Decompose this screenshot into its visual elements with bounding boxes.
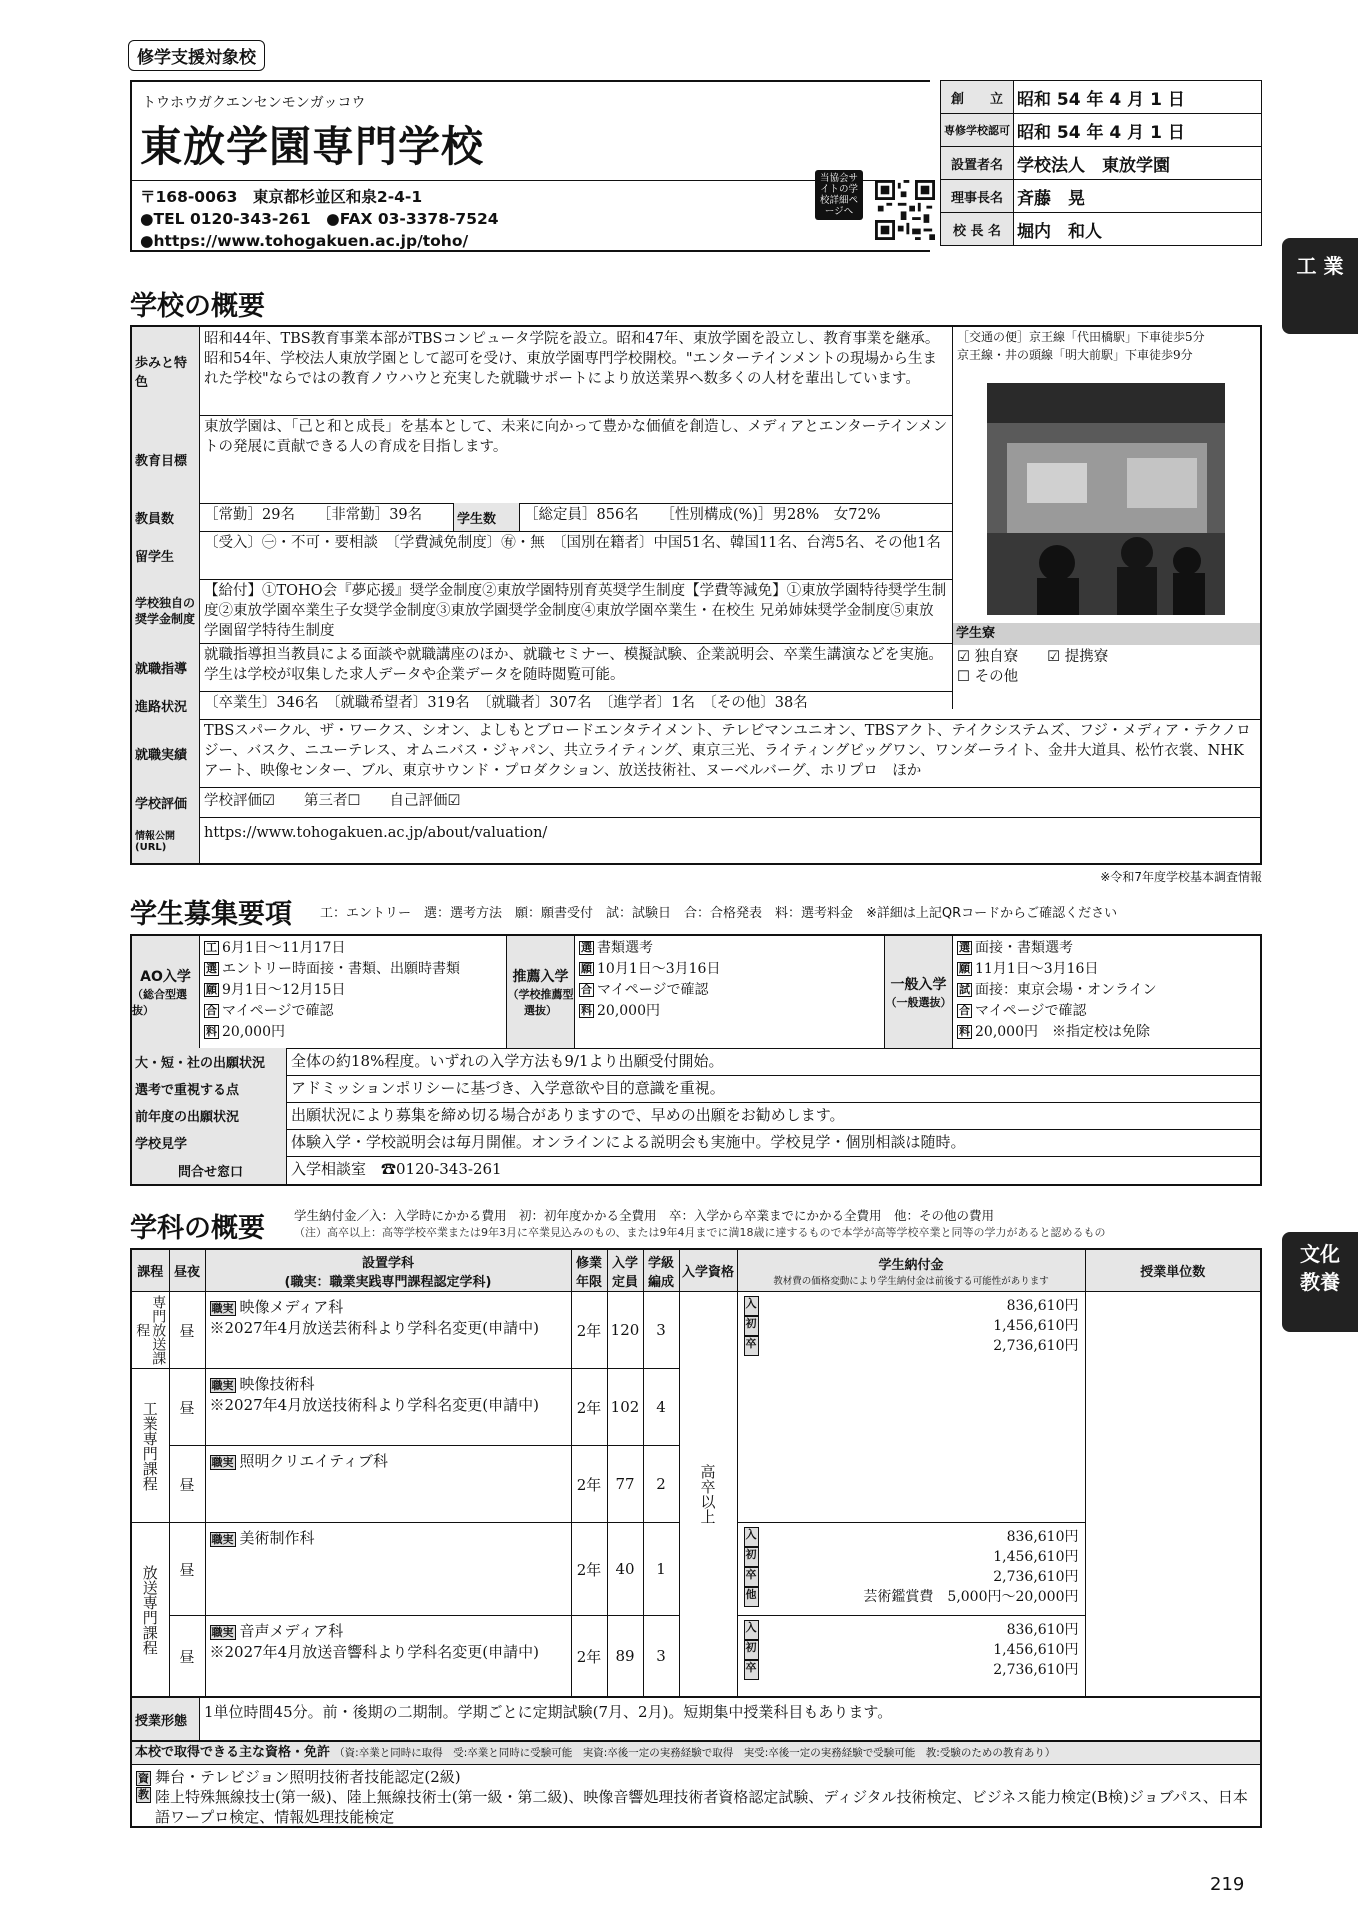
fee-cell-1: 入 836,610円 初 1,456,610円 卒 2,736,610円: [737, 1292, 1085, 1523]
header-capacity: 入学定員: [607, 1249, 643, 1292]
dept-name: 映像技術科: [239, 1375, 315, 1394]
info-value: 学校法人 東放学園: [1014, 147, 1262, 180]
dept-note: ※2027年4月放送芸術科より学科名変更(申請中): [209, 1319, 539, 1338]
ao-details: [200, 936, 507, 1048]
dept-cell: 職実 音声メディア科 ※2027年4月放送音響科より学科名変更(申請中): [205, 1616, 571, 1697]
staff-text: ［常勤］29名 ［非常勤］39名: [200, 503, 454, 531]
sui-label-cell: [507, 936, 575, 1048]
employ-text: TBSスパークル、ザ・ワークス、シオン、よしもとブロードエンタテイメント、テレビマンユニオン、TBSアクト、テイクシステムズ、フジ・メディア・テクノロジー、バスク、ニユーテレス、オムニバス・ジャパン、共立ライティング、東京三光、ライティングビッグワン、ワンダーライト、金井大道具、松竹衣裳、NHKアート、映像センター、ブル、東京サウンド・プロダクション、放送技術社、ヌーベルバーグ、ホリプロ ほか: [204, 723, 1251, 779]
info-value: 斉藤 晃: [1014, 180, 1262, 213]
header-fee: 学生納付金 教材費の価格変動により学生納付金は前後する可能性があります: [737, 1249, 1085, 1292]
path-row: [132, 691, 1260, 720]
dept-name: 映像メディア科: [239, 1298, 344, 1317]
tab-kogyo[interactable]: 工 業: [1282, 238, 1358, 334]
dept-note: ※2027年4月放送音響科より学科名変更(申請中): [209, 1643, 539, 1662]
gen-item: 合 マイページで確認: [959, 1003, 1087, 1019]
lesson-form-row: [130, 1698, 1262, 1740]
info-row: [941, 114, 1262, 147]
campus-photo: [987, 383, 1225, 615]
qr-code-icon[interactable]: [875, 180, 935, 240]
goal-label: 教育目標: [132, 415, 200, 503]
eval-text: 学校評価☑ 第三者☐ 自己評価☑: [204, 793, 461, 809]
school-header: [130, 80, 930, 252]
gen-details: [953, 936, 1260, 1048]
students-text: ［総定員］856名 ［性別構成(%)］男28% 女72%: [524, 507, 881, 523]
website-link[interactable]: ●https://www.tohogakuen.ac.jp/toho/: [140, 232, 469, 250]
intl-row: [132, 531, 952, 580]
course-row: 放送専門課程 昼 職実 美術制作科 2年 40 1 入 836,610円 初 1,456,610円 卒 2,736,610円 他 芸術鑑賞費 5,000円～20,000円: [131, 1523, 1261, 1616]
header-units: 授業単位数: [1085, 1249, 1261, 1292]
ao-item: 料 20,000円: [206, 1024, 285, 1040]
page-number: 219: [1210, 1874, 1245, 1895]
info-value: 昭和 54 年 4 月 1 日: [1014, 81, 1262, 114]
url-row: [132, 817, 1260, 863]
history-row: [132, 327, 952, 416]
header-time: 昼夜: [169, 1249, 205, 1292]
path-text: 〔卒業生〕346名 〔就職希望者〕319名 〔就職者〕307名 〔進学者〕1名 〔その他〕38名: [204, 695, 808, 711]
dept-note: ※2027年4月放送技術科より学科名変更(申請中): [209, 1396, 539, 1415]
gen-label-cell: [885, 936, 953, 1048]
info-row: [941, 180, 1262, 213]
goal-text: 東放学園は、「己と和と成長」を基本として、未来に向かって豊かな価値を創造し、メディアとエンターテインメントの発展に貢献できる人の育成を目指します。: [204, 419, 948, 455]
dept-cell: 職実 映像技術科 ※2027年4月放送技術科より学科名変更(申請中): [205, 1369, 571, 1446]
school-kana: トウホウガクエンセンモンガッコウ: [142, 95, 366, 111]
qualification-line: 資 舞台・テレビジョン照明技術者技能認定(2級): [138, 1768, 461, 1786]
lesson-form-text: 1単位時間45分。前・後期の二期制。学期ごとに定期試験(7月、2月)。短期集中授業科目もあります。: [204, 1703, 893, 1721]
ao-sub: （総合型選抜）: [132, 988, 187, 1017]
dept-name: 美術制作科: [239, 1529, 315, 1548]
scholar-row: [132, 579, 952, 644]
fee-cell-2: 入 836,610円 初 1,456,610円 卒 2,736,610円 他 芸術鑑賞費 5,000円～20,000円: [737, 1523, 1085, 1616]
header-divider: [132, 180, 932, 181]
info-key: 理事長名: [941, 180, 1014, 213]
staff-row: [132, 503, 952, 532]
support-badge: 修学支援対象校: [128, 40, 265, 71]
header-class: 学級編成: [643, 1249, 679, 1292]
history-text: 昭和44年、TBS教育事業本部がTBSコンピュータ学院を設立。昭和47年、東放学園を設立し、教育事業を継承。昭和54年、学校法人東放学園として認可を受け、東放学園専門学校開校。"エンターテインメントの現場から生まれた学校"ならではの教育ノウハウと充実した就職サポートにより放送業界へ数多くの人材を輩出しています。: [204, 331, 940, 387]
employ-row: [132, 719, 1260, 788]
course-group-2: 工業専門課程: [140, 1400, 159, 1491]
valuation-link[interactable]: https://www.tohogakuen.ac.jp/about/valuation/: [204, 825, 548, 841]
sui-details: [575, 936, 885, 1048]
sui-item: 選 書類選考: [581, 940, 653, 956]
sui-sub: （学校推薦型選抜）: [507, 988, 574, 1017]
ao-item: 合 マイページで確認: [206, 1003, 334, 1019]
history-label: 歩みと特色: [132, 327, 200, 415]
ao-item: 願 9月1日～12月15日: [206, 982, 346, 998]
phone-fax: ●TEL 0120-343-261 ●FAX 03-3378-7524: [140, 210, 499, 228]
contact-block: [140, 186, 499, 252]
course-group-3: 放送専門課程: [140, 1564, 159, 1655]
qualification-value: 高卒以上: [698, 1464, 717, 1525]
tab-bunka[interactable]: 文化教養: [1282, 1232, 1358, 1332]
intl-text: 〔受入〕㊀・不可・要相談 〔学費減免制度〕㊒・無 〔国別在籍者〕中国51名、韓国11名、台湾5名、その他1名: [204, 535, 941, 551]
units-cell: [1085, 1292, 1261, 1697]
dorm-label: 学生寮: [952, 623, 1260, 645]
overview-title: 学校の概要: [130, 291, 265, 322]
scholar-label: 学校独自の奨学金制度: [132, 579, 200, 643]
school-info-table: [940, 80, 1262, 246]
info-row: [941, 213, 1262, 246]
header-years: 修業年限: [571, 1249, 607, 1292]
info-key: 校 長 名: [941, 213, 1014, 246]
recruit-row: 選考で重視する点 アドミッションポリシーに基づき、入学意欲や目的意識を重視。: [132, 1075, 1260, 1103]
dorm-options-2: ☐ その他: [957, 669, 1019, 685]
dept-name: 音声メディア科: [239, 1622, 344, 1641]
fee-cell-3: 入 836,610円 初 1,456,610円 卒 2,736,610円: [737, 1616, 1085, 1697]
qualification-line: 教 陸上特殊無線技士(第一級)、陸上無線技術士(第一級・第二級)、映像音響処理技術者資格認定試験、ディジタル技術検定、ビジネス能力検定(B検)ジョブパス、日本語ワープロ検定、情報処理技能検定: [138, 1788, 1248, 1826]
dorm-options-1: ☑ 独自寮 ☑ 提携寮: [957, 649, 1109, 665]
dept-cell: 職実 照明クリエイティブ科: [205, 1446, 571, 1523]
gen-item: 試 面接：東京会場・オンライン: [959, 982, 1157, 998]
fee-legend: 学生納付金／入：入学時にかかる費用 初：初年度かかる全費用 卒：入学から卒業までにかかる全費用 他：その他の費用: [294, 1208, 995, 1223]
recruit-row: 学校見学 体験入学・学校説明会は毎月開催。オンラインによる説明会も実施中。学校見学・個別相談は随時。: [132, 1129, 1260, 1157]
site-link-label: 当協会サイトの学校詳細ページへ: [815, 170, 863, 220]
gen-item: 願 11月1日～3月16日: [959, 961, 1099, 977]
ao-label: AO入学: [140, 969, 191, 985]
info-key: 専修学校認可: [941, 114, 1014, 147]
info-key: 創 立: [941, 81, 1014, 114]
access-box: [952, 327, 1261, 623]
scholar-text: 【給付】①TOHO会『夢応援』奨学金制度②東放学園特別育英奨学生制度【学費等減免】①東放学園特待奨学生制度②東放学園卒業生子女奨学金制度③東放学園奨学金制度④東放学園卒業生・在校生 兄弟姉妹奨学金制度⑤東放学園留学特待生制度: [204, 583, 947, 639]
career-label: 就職指導: [132, 643, 200, 691]
dept-name: 照明クリエイティブ科: [239, 1452, 389, 1471]
students-label: 学生数: [454, 503, 520, 531]
access-line-2: 京王線・井の頭線「明大前駅」下車徒歩9分: [957, 348, 1193, 362]
sui-item: 願 10月1日～3月16日: [581, 961, 721, 977]
career-row: [132, 643, 952, 692]
eval-label: 学校評価: [132, 787, 200, 817]
ao-item: 選 エントリー時面接・書類、出願時書類: [206, 961, 460, 977]
career-text: 就職指導担当教員による面談や就職講座のほか、就職セミナー、模擬試験、企業説明会、卒業生講演などを実施。学生は学校が収集した求人データや企業データを随時閲覧可能。: [204, 647, 943, 683]
ao-label-cell: [132, 936, 200, 1048]
dept-cell: 職実 美術制作科: [205, 1523, 571, 1616]
contact-phone[interactable]: 入学相談室 ☎0120-343-261: [291, 1160, 502, 1178]
info-value: 堀内 和人: [1014, 213, 1262, 246]
qualifications-box: [130, 1740, 1262, 1828]
info-row: [941, 147, 1262, 180]
lesson-form-label: 授業形態: [132, 1698, 200, 1740]
recruit-row: 問合せ窓口 入学相談室 ☎0120-343-261: [132, 1156, 1260, 1184]
employ-label: 就職実績: [132, 719, 200, 787]
gen-sub: （一般選抜）: [885, 996, 952, 1009]
address: 〒168-0063 東京都杉並区和泉2-4-1: [140, 188, 423, 206]
course-group-1: 専門放送課程: [134, 1295, 167, 1366]
course-row: 昼 職実 音声メディア科 ※2027年4月放送音響科より学科名変更(申請中) 2年 89 3 入 836,610円 初 1,456,610円 卒 2,736,610円: [131, 1616, 1261, 1697]
survey-note: ※令和7年度学校基本調査情報: [1100, 870, 1262, 884]
access-line-1: ［交通の便］京王線「代田橋駅」下車徒歩5分: [957, 330, 1205, 344]
info-value: 昭和 54 年 4 月 1 日: [1014, 114, 1262, 147]
sui-item: 料 20,000円: [581, 1003, 660, 1019]
gen-label: 一般入学: [890, 977, 947, 993]
sui-item: 合 マイページで確認: [581, 982, 709, 998]
intl-label: 留学生: [132, 531, 200, 579]
recruit-title: 学生募集要項: [130, 899, 292, 930]
recruit-legend: 工：エントリー 選：選考方法 願：願書受付 試：試験日 合：合格発表 料：選考料金 ※詳細は上記QRコードからご確認ください: [320, 906, 1118, 921]
course-row: 工業専門課程 昼 職実 映像技術科 ※2027年4月放送技術科より学科名変更(申請中) 2年 102 4: [131, 1369, 1261, 1446]
goal-row: [132, 415, 952, 504]
course-header-row: [131, 1249, 1261, 1292]
staff-label: 教員数: [132, 503, 200, 531]
recruit-row: 大・短・社の出願状況 全体の約18%程度。いずれの入学方法も9/1より出願受付開始。: [132, 1048, 1260, 1076]
school-name: 東放学園専門学校: [140, 122, 485, 171]
header-dept: 設置学科 (職実：職業実践専門課程認定学科): [205, 1249, 571, 1292]
qualifications-list: [132, 1765, 1260, 1829]
recruit-table: [130, 934, 1262, 1186]
eval-row: [132, 787, 1260, 818]
info-key: 設置者名: [941, 147, 1014, 180]
overview-table: [130, 325, 1262, 865]
dept-cell: 職実 映像メディア科 ※2027年4月放送芸術科より学科名変更(申請中): [205, 1292, 571, 1369]
gen-item: 選 面接・書類選考: [959, 940, 1073, 956]
recruit-row: 前年度の出願状況 出願状況により募集を締め切る場合がありますので、早めの出願をお勧めします。: [132, 1102, 1260, 1130]
course-row: 昼 職実 照明クリエイティブ科 2年 77 2: [131, 1446, 1261, 1523]
path-label: 進路状況: [132, 691, 200, 719]
course-row: 専門放送課程 昼 職実 映像メディア科 ※2027年4月放送芸術科より学科名変更(申請中) 2年 120 3 高卒以上 入 836,610円 初 1,456,610円 卒 2,736,610円: [131, 1292, 1261, 1369]
header-qualification: 入学資格: [679, 1249, 737, 1292]
url-label: 情報公開(URL): [132, 817, 200, 863]
header-course: 課程: [131, 1249, 169, 1292]
qualifications-header: 本校で取得できる主な資格・免許 （資:卒業と同時に取得 受:卒業と同時に受験可能 実資:卒後一定の実務経験で取得 実受:卒後一定の実務経験で受験可能 教:受験のための教育あり）: [132, 1742, 1260, 1765]
ao-item: 工 6月1日～11月17日: [206, 940, 346, 956]
gen-item: 料 20,000円 ※指定校は免除: [959, 1024, 1150, 1040]
courses-title: 学科の概要: [130, 1213, 265, 1244]
sui-label: 推薦入学: [512, 969, 569, 985]
entry-methods: [132, 936, 1260, 1049]
info-row: [941, 81, 1262, 114]
course-table: [130, 1248, 1262, 1698]
qualification-note: （注）高卒以上：高等学校卒業または9年3月に卒業見込みのもの、または9年4月までに満18歳に達するもので本学が高等学校卒業と同等の学力があると認めるもの: [294, 1226, 1106, 1239]
